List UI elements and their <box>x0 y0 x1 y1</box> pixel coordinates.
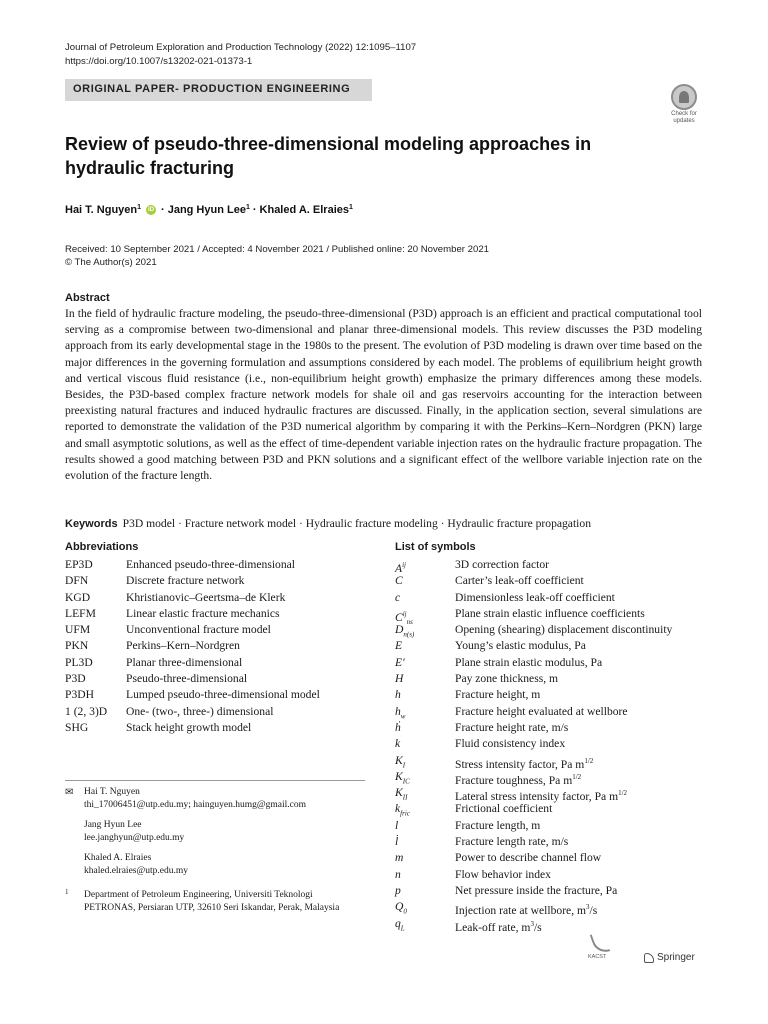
keywords-label: Keywords <box>65 518 118 530</box>
abbreviation-meaning: Stack height growth model <box>126 720 252 734</box>
symbol-row <box>395 590 715 606</box>
author-list <box>65 204 353 216</box>
abbreviation-row <box>65 704 365 720</box>
symbol-definition: Fracture toughness, Pa $m^{1/2}$ <box>455 772 582 787</box>
check-updates-icon <box>671 84 697 110</box>
abbreviation-row <box>65 655 365 671</box>
symbol-row <box>395 850 715 866</box>
abbreviation-term: SHG <box>65 720 89 734</box>
symbol-term: $h_w$ <box>395 704 406 720</box>
symbol-row <box>395 769 715 785</box>
section-band <box>65 79 372 101</box>
abbreviation-meaning: Discrete fracture network <box>126 574 245 588</box>
symbol-row <box>395 573 715 589</box>
symbol-row <box>395 867 715 883</box>
check-for-updates-badge[interactable] <box>664 84 704 126</box>
springer-label: Springer <box>657 952 695 963</box>
abbreviation-meaning: Lumped pseudo-three-dimensional model <box>126 688 320 702</box>
abbreviation-row <box>65 687 365 703</box>
symbol-term: c <box>395 590 401 604</box>
abbreviation-term: PL3D <box>65 655 93 669</box>
symbol-term: $Q_0$ <box>395 900 407 916</box>
symbol-definition: Injection rate at wellbore, $m^3/s$ <box>455 903 598 918</box>
symbol-term: $C^{ij}_{ns}$ <box>395 609 413 627</box>
symbol-definition: Net pressure inside the fracture, Pa <box>455 883 618 897</box>
symbol-row <box>395 557 715 573</box>
symbol-term: C <box>395 574 403 588</box>
symbol-row <box>395 622 715 638</box>
abbreviation-meaning: Perkins–Kern–Nordgren <box>126 639 240 653</box>
springer-logo <box>644 952 695 963</box>
symbol-definition: 3D correction factor <box>455 558 549 571</box>
symbol-definition: Power to describe channel flow <box>455 851 602 865</box>
abbreviation-row <box>65 671 365 687</box>
symbol-row <box>395 655 715 671</box>
springer-horse-icon <box>644 953 654 963</box>
journal-header <box>65 41 416 69</box>
symbol-definition: Stress intensity factor, Pa $m^{1/2}$ <box>455 756 594 771</box>
symbol-definition: Young’s elastic modulus, Pa <box>455 639 586 653</box>
abbreviation-term: P3D <box>65 672 86 686</box>
symbol-row <box>395 883 715 899</box>
symbol-definition: Fracture length, m <box>455 818 541 832</box>
contact-entry <box>65 786 365 812</box>
envelope-icon: ✉ <box>65 787 74 798</box>
symbol-row <box>395 720 715 736</box>
symbol-definition: Flow behavior index <box>455 867 551 881</box>
orcid-icon[interactable]: iD <box>148 207 155 213</box>
symbol-definition: Leak-off rate, $m^3/s$ <box>455 919 542 934</box>
author-name[interactable]: Jang Hyun Lee$^1$ <box>167 204 250 216</box>
kacst-leaf-icon <box>590 930 611 955</box>
contact-name: Khaled A. Elraies <box>84 853 152 863</box>
abbreviation-row <box>65 590 365 606</box>
symbols-list <box>395 557 715 932</box>
symbol-definition: Lateral stress intensity factor, Pa $m^{1/2}$ <box>455 789 628 804</box>
symbol-definition: Fracture height evaluated at wellbore <box>455 704 628 718</box>
symbol-term: h <box>395 688 401 702</box>
symbol-row <box>395 785 715 804</box>
symbol-definition: Plane strain elastic modulus, Pa <box>455 655 603 669</box>
abbreviation-row <box>65 720 365 736</box>
contact-entry <box>65 819 365 845</box>
symbol-term: E′ <box>395 655 405 669</box>
contact-email[interactable]: thi_17006451@utp.edu.my; hainguyen.humg@gmail.com <box>84 800 306 810</box>
publication-dates <box>65 243 489 269</box>
symbol-definition: Fracture height rate, m/s <box>455 720 569 734</box>
kacst-label: KACST <box>588 954 607 960</box>
symbol-term: $K_{IC}$ <box>395 769 410 786</box>
symbol-row <box>395 638 715 654</box>
symbol-row <box>395 801 715 817</box>
symbol-definition: Fracture height, m <box>455 688 541 702</box>
abbreviation-term: 1 (2, 3)D <box>65 704 108 718</box>
abstract-text: In the field of hydraulic fracture modeling, the pseudo-three-dimensional (P3D) approach is an efficient and practical computational tool serving as a compromise between two-dimensional and planar three-dimensional models. This review discusses the P3D modeling approach from its early developmental stage in the 1980s to the present. The evolution of P3D modeling is drawn over time based on the major differences in the governing formulation and assumptions considered by each model. The problems of equilibrium height growth and vertical viscous fluid resistance (i.e., non-equilibrium height growth) emphasize the primary differences among these models. Besides, the P3D-based complex fracture network models for shale oil and gas reservoirs accounting for the interaction between preexisting natural fractures and induced hydraulic fractures are discussed. Finally, in the application section, several simulations are reported to demonstrate the validation of the P3D numerical algorithm by comparing it with the Perkins–Kern–Nordgren (PKN) large and small asymptotic solutions, as well as the effect of time-dependent variable injection rates on the hydraulic fracture propagation. The results showed a good matching between P3D and PKN solutions and a significant effect of the wellbore variable injection rate on the evolution of the fracture length. <box>65 307 702 483</box>
keywords-text: P3D model · Fracture network model · Hydraulic fracture modeling · Hydraulic fracture propagation <box>122 517 591 530</box>
contact-name: Jang Hyun Lee <box>84 820 142 830</box>
kacst-logo <box>588 932 638 968</box>
symbol-term: $A^{ij}$ <box>395 561 406 575</box>
abbreviation-row <box>65 606 365 622</box>
symbol-term: E <box>395 639 403 653</box>
symbol-definition: Fluid consistency index <box>455 737 566 751</box>
author-name[interactable]: Khaled A. Elraies$^1$ <box>259 204 353 216</box>
symbol-term: ḣ <box>395 720 401 734</box>
section-label: ORIGINAL PAPER- PRODUCTION ENGINEERING <box>73 83 351 95</box>
symbol-term: $K_I$ <box>395 753 406 769</box>
contact-block <box>65 786 365 885</box>
symbol-row <box>395 671 715 687</box>
symbol-definition: Dimensionless leak-off coefficient <box>455 590 615 604</box>
symbol-term: l <box>395 818 399 832</box>
symbol-term: H <box>395 672 404 686</box>
abbreviation-row <box>65 557 365 573</box>
badge-text: Check for updates <box>671 111 697 124</box>
author-separator: · <box>161 204 165 216</box>
abbreviation-meaning: Enhanced pseudo-three-dimensional <box>126 558 296 571</box>
affiliation <box>65 889 365 916</box>
symbol-row <box>395 736 715 752</box>
abbreviation-meaning: Pseudo-three-dimensional <box>126 672 248 686</box>
abbreviation-term: LEFM <box>65 606 96 620</box>
abbreviation-term: EP3D <box>65 558 93 571</box>
contact-name: Hai T. Nguyen <box>84 787 140 797</box>
symbol-definition: Carter’s leak-off coefficient <box>455 574 584 588</box>
abbreviation-term: UFM <box>65 623 91 637</box>
symbol-row <box>395 834 715 850</box>
abbreviation-term: PKN <box>65 639 89 653</box>
symbol-term: m <box>395 851 404 865</box>
symbol-row <box>395 606 715 627</box>
symbol-term: $k_{fric}$ <box>395 802 410 818</box>
symbol-definition: Plane strain elastic influence coefficients <box>455 606 645 620</box>
contact-entry <box>65 852 365 878</box>
footnote-divider <box>65 780 365 781</box>
symbol-term: l̇ <box>395 835 399 849</box>
symbol-definition: Fracture length rate, m/s <box>455 835 569 849</box>
symbol-term: p <box>395 883 401 897</box>
author-name[interactable]: Hai T. Nguyen$^1$ <box>65 204 142 216</box>
abbreviation-row <box>65 622 365 638</box>
dates-line: Received: 10 September 2021 / Accepted: 4 November 2021 / Published online: 20 November 2021 <box>65 244 489 255</box>
symbol-definition: Frictional coefficient <box>455 802 553 816</box>
abbreviation-row <box>65 573 365 589</box>
publisher-logos <box>588 932 708 972</box>
abbreviation-meaning: Khristianovic–Geertsma–de Klerk <box>126 590 286 604</box>
abbreviations-list <box>65 557 365 736</box>
symbol-term: $K_{II}$ <box>395 786 408 802</box>
symbol-row <box>395 899 715 918</box>
abbreviation-meaning: Linear elastic fracture mechanics <box>126 606 280 620</box>
abbreviations-heading: Abbreviations <box>65 541 139 553</box>
symbol-term: k <box>395 737 401 751</box>
symbol-definition: Pay zone thickness, m <box>455 672 559 686</box>
author-separator: · <box>252 204 257 216</box>
abbreviation-meaning: Unconventional fracture model <box>126 623 271 637</box>
abbreviation-row <box>65 638 365 654</box>
abbreviation-meaning: Planar three-dimensional <box>126 655 243 669</box>
doi-link[interactable]: https://doi.org/10.1007/s13202-021-01373-1 <box>65 56 253 67</box>
symbol-row <box>395 753 715 769</box>
symbol-term: n <box>395 867 401 881</box>
symbol-row <box>395 916 715 932</box>
abbreviation-term: P3DH <box>65 688 94 702</box>
keywords <box>65 517 591 530</box>
symbol-row <box>395 687 715 703</box>
abbreviation-term: DFN <box>65 574 89 588</box>
symbol-row <box>395 704 715 720</box>
copyright-line: © The Author(s) 2021 <box>65 257 157 268</box>
abbreviation-term: KGD <box>65 590 91 604</box>
symbol-row <box>395 818 715 834</box>
abstract-heading: Abstract <box>65 292 110 304</box>
journal-citation: Journal of Petroleum Exploration and Production Technology (2022) 12:1095–1107 <box>65 42 417 53</box>
contact-email[interactable]: khaled.elraies@utp.edu.my <box>84 866 188 876</box>
affiliation-number: 1 <box>65 888 69 896</box>
symbol-term: $q_L$ <box>395 916 405 932</box>
symbol-definition: Opening (shearing) displacement discontinuity <box>455 623 673 637</box>
paper-title: Review of pseudo-three-dimensional modeling approaches in hydraulic fracturing <box>65 134 592 178</box>
affiliation-text: Department of Petroleum Engineering, Universiti Teknologi PETRONAS, Persiaran UTP, 32610 Seri Iskandar, Perak, Malaysia <box>84 890 340 914</box>
contact-email[interactable]: lee.janghyun@utp.edu.my <box>84 833 185 843</box>
symbol-term: $D_{n(s)}$ <box>395 623 415 639</box>
abbreviation-meaning: One- (two-, three-) dimensional <box>126 704 274 718</box>
symbols-heading: List of symbols <box>395 541 476 553</box>
